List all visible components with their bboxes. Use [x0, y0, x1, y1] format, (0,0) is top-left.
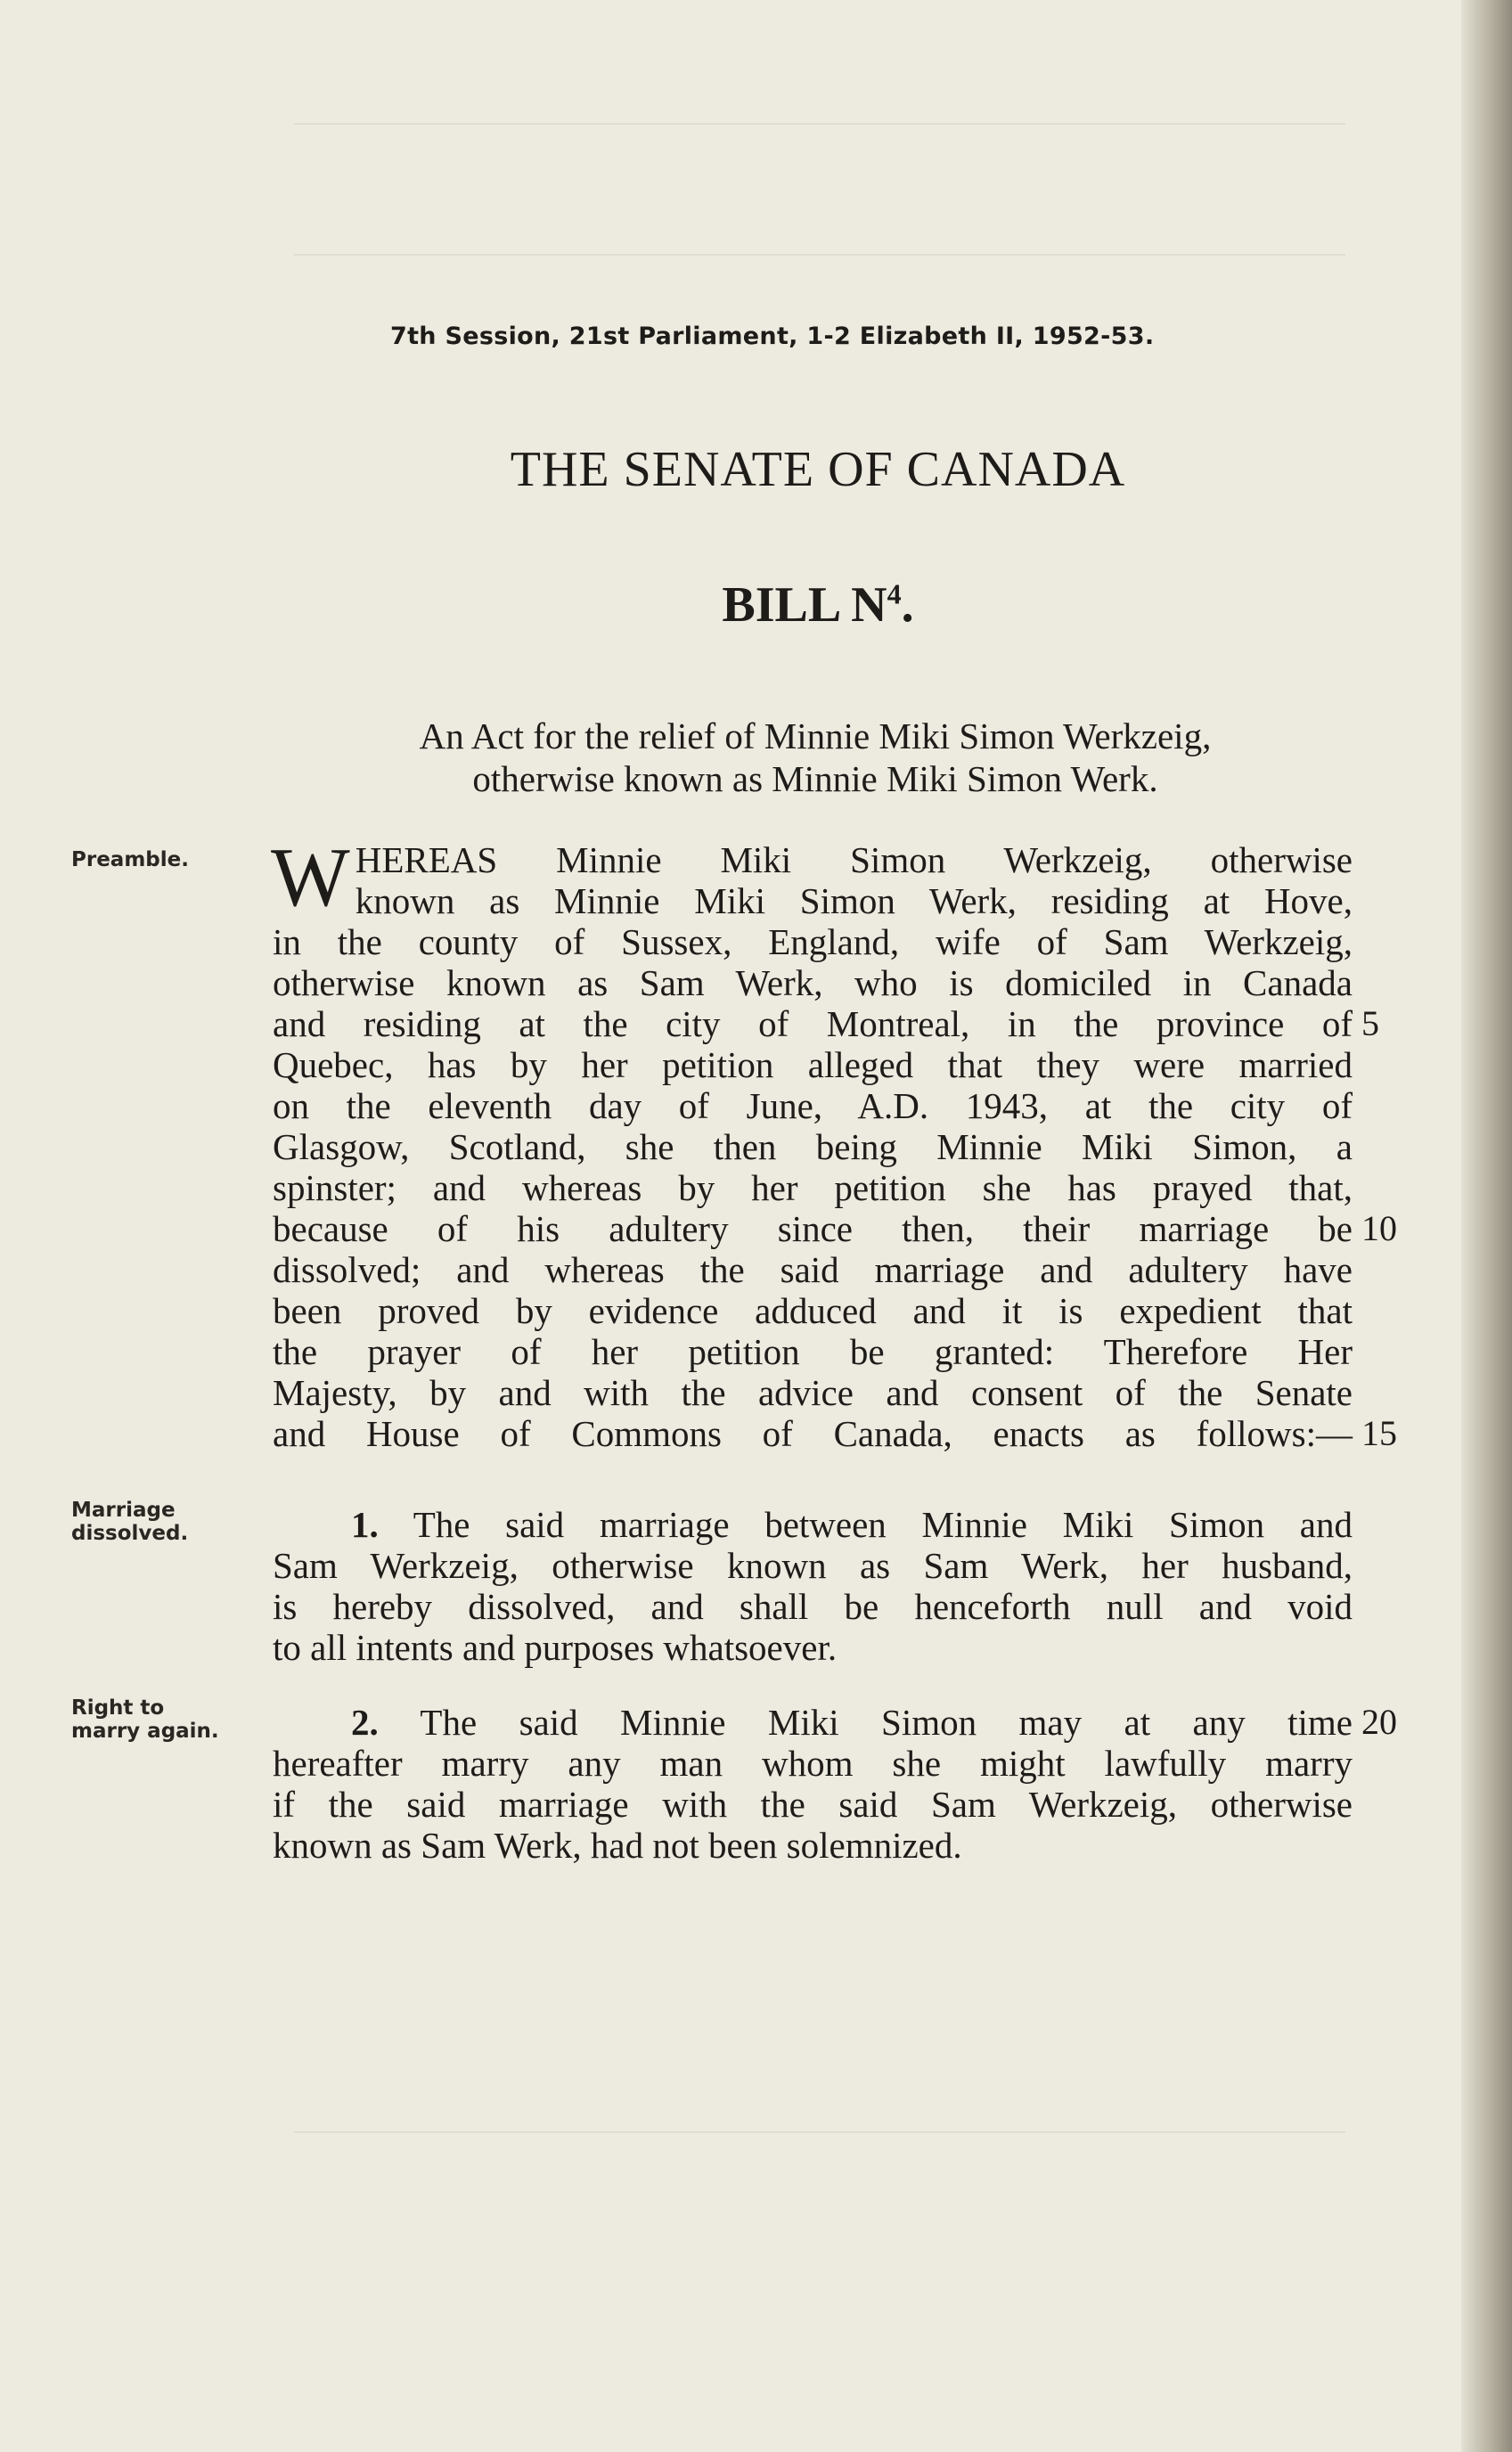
section1-line: is hereby dissolved, and shall be henceforth null and void [273, 1586, 1353, 1627]
preamble-line: Glasgow, Scotland, she then being Minnie Miki Simon, a [273, 1126, 1353, 1167]
section2-text [273, 1702, 1353, 1866]
preamble-line: known as Minnie Miki Simon Werk, residing at Hove, [355, 880, 1353, 921]
preamble-line: in the county of Sussex, England, wife of Sam Werkzeig, [273, 921, 1353, 962]
section2-margin-note: Right to marry again. [71, 1696, 219, 1743]
preamble-line: Majesty, by and with the advice and consent of the Senate [273, 1372, 1353, 1413]
line-number: 15 [1361, 1413, 1397, 1453]
section1-first-line: 1. The said marriage between Minnie Miki Simon and [351, 1504, 1353, 1545]
section2-line: if the said marriage with the said Sam Werkzeig, otherwise [273, 1784, 1353, 1825]
bleed-through-rule [294, 254, 1345, 256]
preamble-line: because of his adultery since then, their marriage be [273, 1208, 1353, 1249]
section1-number: 1. [351, 1504, 379, 1545]
preamble-line: on the eleventh day of June, A.D. 1943, at the city of [273, 1085, 1353, 1126]
preamble-line: the prayer of her petition be granted: Therefore Her [273, 1331, 1353, 1372]
drop-cap: W [271, 831, 350, 924]
section1-margin-note: Marriage dissolved. [71, 1499, 189, 1545]
section1-line: Sam Werkzeig, otherwise known as Sam Werk, her husband, [273, 1545, 1353, 1586]
preamble-margin-note: Preamble. [71, 848, 189, 871]
chamber-title: THE SENATE OF CANADA [510, 442, 1126, 497]
preamble-line: otherwise known as Sam Werk, who is domiciled in Canada [273, 962, 1353, 1003]
preamble-text [271, 831, 1353, 1454]
act-title-line: otherwise known as Minnie Miki Simon Werk. [472, 758, 1158, 799]
section2-number: 2. [351, 1702, 379, 1743]
bill-number: 4 [887, 577, 902, 610]
line-number: 5 [1361, 1003, 1379, 1043]
bill-suffix: . [901, 577, 914, 633]
preamble-line: Quebec, has by her petition alleged that they were married [273, 1044, 1353, 1085]
preamble-line: spinster; and whereas by her petition she has prayed that, [273, 1167, 1353, 1208]
preamble-line: HEREAS Minnie Miki Simon Werkzeig, otherwise [355, 839, 1353, 880]
bleed-through-rule [294, 2131, 1345, 2133]
page-binding-edge [1461, 0, 1512, 2452]
line-number: 20 [1361, 1702, 1397, 1742]
section1-line: to all intents and purposes whatsoever. [273, 1627, 838, 1668]
section2-first-line: 2. The said Minnie Miki Simon may at any time [351, 1702, 1353, 1743]
preamble-line: and residing at the city of Montreal, in the province of [273, 1003, 1353, 1044]
section2-line: known as Sam Werk, had not been solemnized. [273, 1825, 962, 1866]
bill-number-heading [0, 576, 1512, 633]
preamble-line: and House of Commons of Canada, enacts as follows:— [273, 1413, 1353, 1454]
section1-text [273, 1504, 1353, 1668]
section2-line: hereafter marry any man whom she might lawfully marry [273, 1743, 1353, 1784]
session-header: 7th Session, 21st Parliament, 1-2 Elizabeth II, 1952-53. [390, 323, 1155, 350]
line-number: 10 [1361, 1208, 1397, 1248]
preamble-line: dissolved; and whereas the said marriage and adultery have [273, 1249, 1353, 1290]
act-title-line: An Act for the relief of Minnie Miki Simon Werkzeig, [419, 715, 1212, 756]
bleed-through-rule [294, 123, 1345, 125]
act-title [303, 715, 1328, 800]
preamble-line: been proved by evidence adduced and it is expedient that [273, 1290, 1353, 1331]
bill-label: BILL N [722, 577, 887, 633]
